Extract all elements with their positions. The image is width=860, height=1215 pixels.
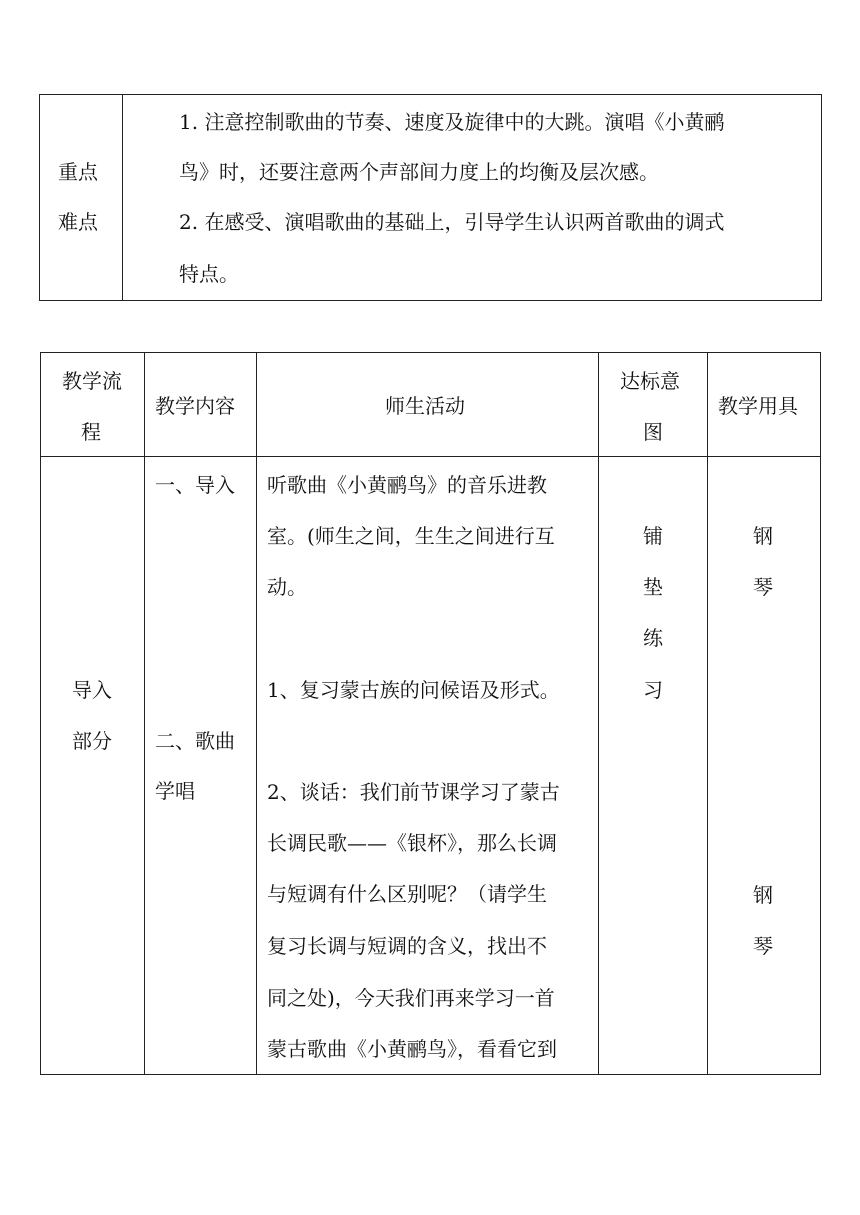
activity-line: 复习长调与短调的含义，找出不 — [267, 934, 547, 958]
activity-line: 动。 — [267, 575, 307, 599]
activity-line: 与短调有什么区别呢？（请学生 — [267, 882, 547, 906]
header-activity: 师生活动 — [385, 394, 465, 418]
header-flow-line2: 程 — [81, 420, 101, 444]
key-points-divider — [122, 94, 123, 301]
tools-char: 钢 — [753, 883, 773, 907]
intent-char: 习 — [643, 678, 663, 702]
tools-char: 琴 — [753, 934, 773, 958]
intent-char: 练 — [643, 626, 663, 650]
key-point-line: 1. 注意控制歌曲的节奏、速度及旋律中的大跳。演唱《小黄鹂 — [179, 110, 725, 134]
flow-line1: 导入 — [72, 678, 112, 702]
activity-line: 1、复习蒙古族的问候语及形式。 — [267, 678, 560, 702]
process-col-divider-1 — [144, 352, 145, 1075]
process-header-divider — [40, 456, 821, 457]
process-col-divider-2 — [256, 352, 257, 1075]
header-tools: 教学用具 — [718, 394, 798, 418]
activity-line: 听歌曲《小黄鹂鸟》的音乐进教 — [267, 473, 547, 497]
intent-char: 垫 — [643, 575, 663, 599]
activity-line: 长调民歌——《银杯》，那么长调 — [267, 831, 557, 855]
header-content: 教学内容 — [155, 394, 235, 418]
key-point-line: 鸟》时，还要注意两个声部间力度上的均衡及层次感。 — [179, 160, 659, 184]
header-flow-line1: 教学流 — [62, 369, 122, 393]
process-col-divider-3 — [598, 352, 599, 1075]
flow-line2: 部分 — [72, 729, 112, 753]
tools-char: 钢 — [753, 524, 773, 548]
activity-line: 2、谈话：我们前节课学习了蒙古 — [267, 780, 560, 804]
content-item-song-line2: 学唱 — [155, 779, 195, 803]
content-item-song-line1: 二、歌曲 — [155, 729, 235, 753]
key-point-line: 特点。 — [179, 262, 239, 286]
process-table — [40, 352, 821, 1075]
header-intent-line2: 图 — [643, 420, 663, 444]
process-col-divider-4 — [707, 352, 708, 1075]
activity-line: 蒙古歌曲《小黄鹂鸟》，看看它到 — [267, 1037, 557, 1061]
key-points-label-line1: 重点 — [58, 160, 98, 184]
key-points-label-line2: 难点 — [58, 210, 98, 234]
activity-line: 室。(师生之间，生生之间进行互 — [267, 524, 555, 548]
key-point-line: 2. 在感受、演唱歌曲的基础上，引导学生认识两首歌曲的调式 — [179, 210, 725, 234]
tools-char: 琴 — [753, 575, 773, 599]
header-intent-line1: 达标意 — [620, 369, 680, 393]
activity-line: 同之处)，今天我们再来学习一首 — [267, 986, 555, 1010]
intent-char: 铺 — [643, 524, 663, 548]
content-item-intro: 一、导入 — [155, 473, 235, 497]
